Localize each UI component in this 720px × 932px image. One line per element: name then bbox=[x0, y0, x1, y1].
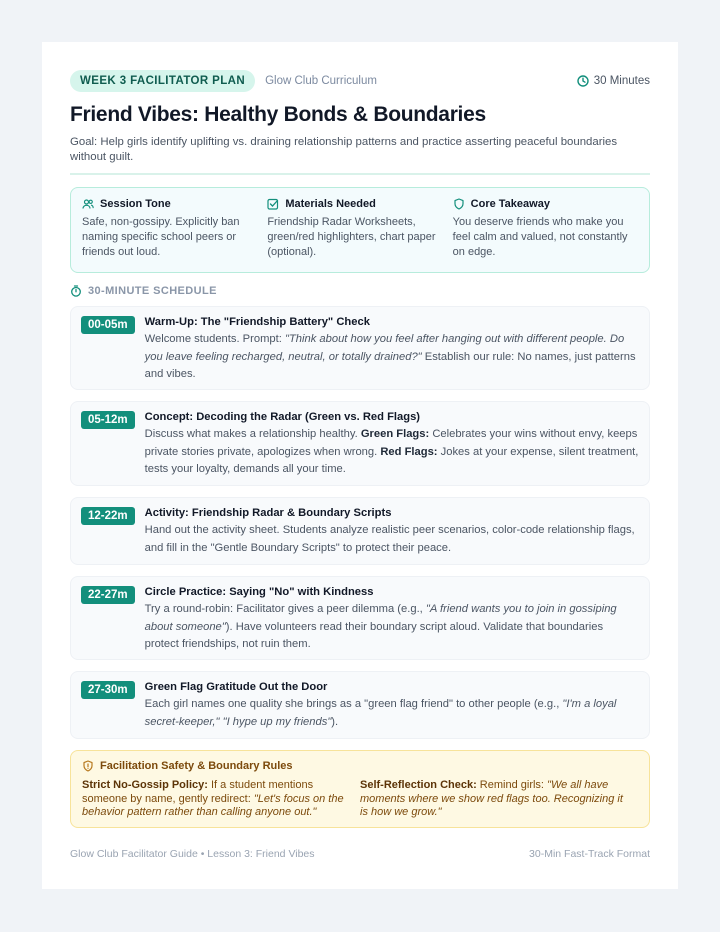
time-badge: 27-30m bbox=[81, 681, 135, 699]
checkbox-icon bbox=[267, 198, 279, 210]
clock-icon bbox=[577, 75, 589, 87]
page-footer bbox=[70, 848, 650, 860]
curriculum-label: Glow Club Curriculum bbox=[265, 75, 377, 87]
schedule-list bbox=[70, 306, 650, 739]
overview-box bbox=[70, 187, 650, 273]
overview-heading: Session Tone bbox=[100, 198, 171, 210]
self-reflection-check: Self-Reflection Check: Remind girls: "We all have moments where we show red flags too. Recognizing it is how we grow." bbox=[360, 779, 623, 818]
session-title: Warm-Up: The "Friendship Battery" Check bbox=[144, 316, 370, 328]
lesson-plan-page bbox=[42, 42, 678, 889]
schedule-item bbox=[70, 671, 650, 739]
overview-heading: Core Takeaway bbox=[470, 198, 550, 210]
duration-indicator bbox=[577, 75, 650, 87]
session-description: Each girl names one quality she brings as a "green flag friend" to other people (e.g., "I'm a loyal secret-keeper," "I hype up my friends"). bbox=[144, 698, 617, 728]
schedule-item bbox=[70, 497, 650, 565]
schedule-item bbox=[70, 306, 650, 390]
footer-right: 30-Min Fast-Track Format bbox=[529, 848, 650, 860]
schedule-heading bbox=[70, 285, 650, 297]
time-badge: 05-12m bbox=[81, 411, 135, 429]
header-meta-row bbox=[70, 70, 650, 92]
time-badge: 22-27m bbox=[81, 586, 135, 604]
users-icon bbox=[82, 198, 94, 210]
shield-icon bbox=[453, 198, 465, 210]
schedule-heading-label: 30-MINUTE SCHEDULE bbox=[88, 285, 217, 297]
session-title: Circle Practice: Saying "No" with Kindness bbox=[144, 586, 374, 598]
session-description: Discuss what makes a relationship healthy. Green Flags: Celebrates your wins without envy, keeps private stories private, apologizes when wrong. Red Flags: Jokes at your expense, silent treatment, tests your loyalty, demands all your time. bbox=[144, 428, 639, 475]
goal-text: Goal: Help girls identify uplifting vs. draining relationship patterns and practice asserting peaceful boundaries without guilt. bbox=[70, 136, 618, 163]
overview-takeaway bbox=[453, 198, 638, 262]
time-badge: 00-05m bbox=[81, 316, 135, 334]
overview-text: Friendship Radar Worksheets, green/red highlighters, chart paper (optional). bbox=[267, 216, 436, 258]
overview-text: Safe, non-gossipy. Explicitly ban naming specific school peers or friends out loud. bbox=[82, 216, 240, 258]
session-description: Try a round-robin: Facilitator gives a peer dilemma (e.g., "A friend wants you to join in gossiping about someone"). Have volunteers read their boundary script aloud. Validate that boundaries protect friendships, not ruin them. bbox=[144, 603, 617, 650]
overview-heading: Materials Needed bbox=[285, 198, 376, 210]
session-title: Activity: Friendship Radar & Boundary Scripts bbox=[144, 507, 392, 519]
schedule-item bbox=[70, 576, 650, 660]
overview-text: You deserve friends who make you feel calm and valued, not constantly on edge. bbox=[452, 216, 628, 258]
footer-left: Glow Club Facilitator Guide • Lesson 3: Friend Vibes bbox=[70, 848, 315, 860]
page-title: Friend Vibes: Healthy Bonds & Boundaries bbox=[70, 103, 486, 126]
overview-materials bbox=[267, 198, 452, 262]
shield-alert-icon bbox=[82, 760, 94, 772]
session-title: Green Flag Gratitude Out the Door bbox=[144, 681, 328, 693]
session-description: Welcome students. Prompt: "Think about how you feel after hanging out with different people. Do you leave feeling recharged, neutral, or totally drained?" Establish our rule: No names, just patterns and vibes. bbox=[144, 333, 636, 380]
session-description: Hand out the activity sheet. Students analyze realistic peer scenarios, color-code relationship flags, and fill in the "Gentle Boundary Scripts" to protect their peace. bbox=[144, 524, 635, 554]
safety-rules-box bbox=[70, 750, 650, 828]
schedule-item bbox=[70, 401, 650, 486]
no-gossip-policy: Strict No-Gossip Policy: If a student mentions someone by name, gently redirect: "Let's focus on the behavior pattern rather than calling anyone out." bbox=[82, 779, 344, 818]
duration-label: 30 Minutes bbox=[593, 75, 650, 87]
overview-session-tone bbox=[82, 198, 267, 262]
session-title: Concept: Decoding the Radar (Green vs. Red Flags) bbox=[144, 411, 421, 423]
time-badge: 12-22m bbox=[81, 507, 135, 525]
stopwatch-icon bbox=[70, 285, 82, 297]
week-badge: WEEK 3 FACILITATOR PLAN bbox=[70, 70, 255, 92]
divider bbox=[70, 173, 650, 175]
safety-heading: Facilitation Safety & Boundary Rules bbox=[100, 760, 293, 772]
